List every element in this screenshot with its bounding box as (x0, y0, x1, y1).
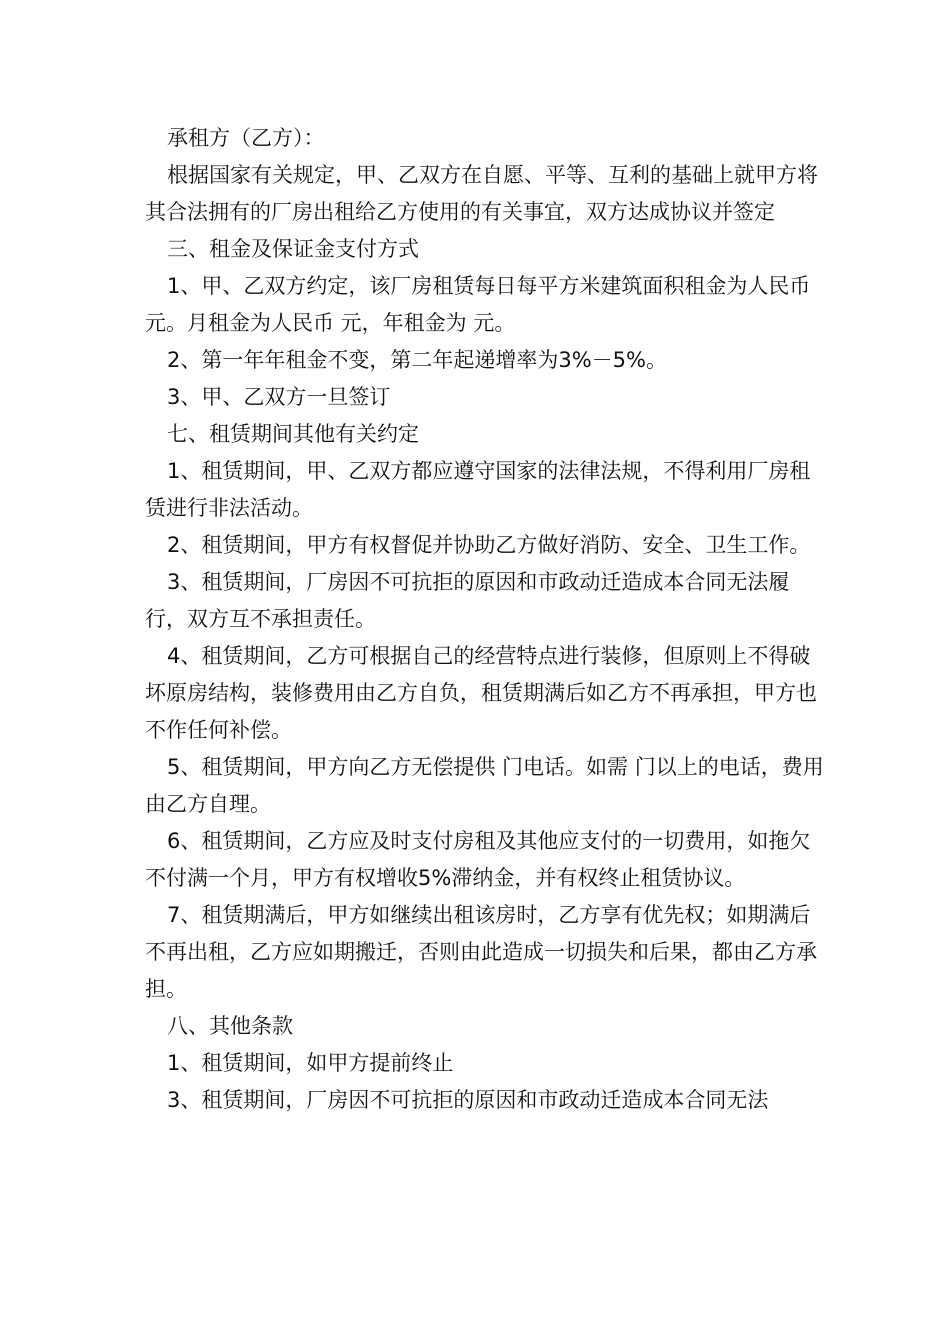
rent-clause-2: 2、第一年年租金不变，第二年起递增率为3%－5%。 (167, 348, 667, 372)
section-heading-other-terms: 八、其他条款 (167, 1014, 293, 1038)
other-terms-clause-3: 3、租赁期间，厂房因不可抗拒的原因和市政动迁造成本合同无法 (167, 1088, 769, 1112)
section-heading-rent: 三、租金及保证金支付方式 (167, 237, 419, 261)
agreement-clause-6: 6、租赁期间，乙方应及时支付房租及其他应支付的一切费用，如拖欠不付满一个月，甲方有权增收5%滞纳金，并有权终止租赁协议。 (145, 829, 811, 890)
document-body (145, 120, 825, 1119)
preamble-paragraph: 根据国家有关规定，甲、乙双方在自愿、平等、互利的基础上就甲方将其合法拥有的厂房出租给乙方使用的有关事宜，双方达成协议并签定 (145, 163, 818, 224)
section-heading-other-agreements: 七、租赁期间其他有关约定 (167, 422, 419, 446)
agreement-clause-1: 1、租赁期间，甲、乙双方都应遵守国家的法律法规，不得利用厂房租赁进行非法活动。 (145, 459, 811, 520)
rent-clause-1: 1、甲、乙双方约定，该厂房租赁每日每平方米建筑面积租金为人民币 元。月租金为人民币 元，年租金为 元。 (145, 274, 811, 335)
agreement-clause-7: 7、租赁期满后，甲方如继续出租该房时，乙方享有优先权；如期满后不再出租，乙方应如期搬迁，否则由此造成一切损失和后果，都由乙方承担。 (145, 903, 817, 1001)
rent-clause-3: 3、甲、乙双方一旦签订 (167, 385, 391, 409)
agreement-clause-2: 2、租赁期间，甲方有权督促并协助乙方做好消防、安全、卫生工作。 (167, 533, 811, 557)
agreement-clause-3: 3、租赁期间，厂房因不可抗拒的原因和市政动迁造成本合同无法履行，双方互不承担责任。 (145, 570, 790, 631)
other-terms-clause-1: 1、租赁期间，如甲方提前终止 (167, 1051, 454, 1075)
agreement-clause-4: 4、租赁期间，乙方可根据自己的经营特点进行装修，但原则上不得破坏原房结构，装修费用由乙方自负，租赁期满后如乙方不再承担，甲方也不作任何补偿。 (145, 644, 817, 742)
lessee-label: 承租方（乙方）： (167, 126, 325, 150)
agreement-clause-5: 5、租赁期间，甲方向乙方无偿提供 门电话。如需 门以上的电话，费用由乙方自理。 (145, 755, 824, 816)
